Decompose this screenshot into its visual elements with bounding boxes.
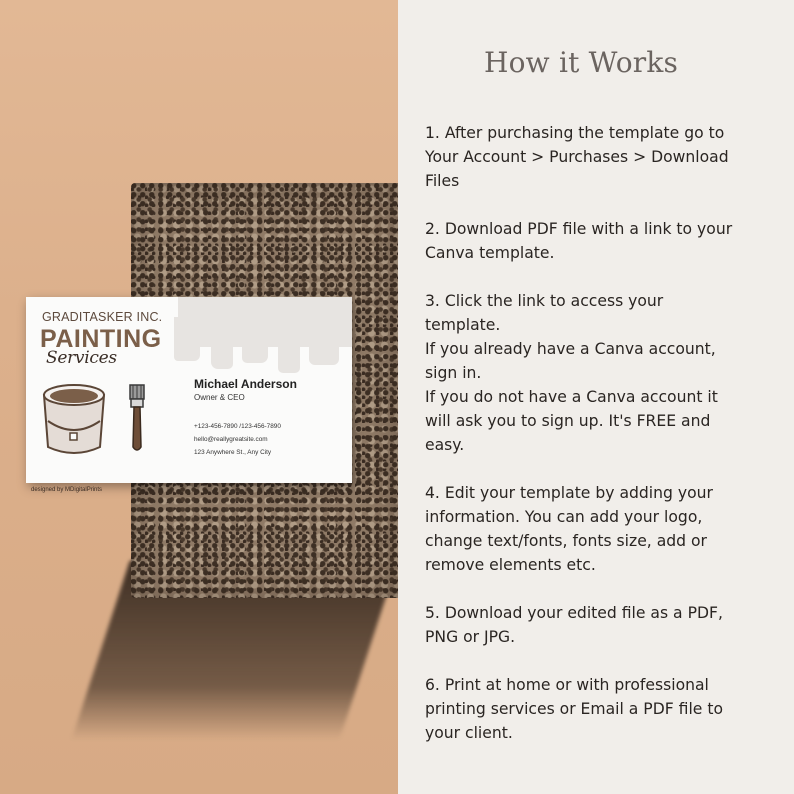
card-address: 123 Anywhere St., Any City	[194, 449, 272, 456]
paint-swatch	[278, 317, 300, 373]
paint-swatch	[309, 317, 339, 365]
paint-bucket-icon	[44, 385, 104, 453]
card-name: Michael Anderson	[194, 377, 297, 391]
card-email: hello@reallygreatsite.com	[194, 436, 268, 443]
step-1: 1. After purchasing the template go to Your Account > Purchases > Download Files	[425, 124, 729, 190]
card-brand-script: Services	[46, 348, 117, 368]
step-2: 2. Download PDF file with a link to your Canva template.	[425, 220, 733, 262]
instructions-panel	[398, 0, 794, 794]
step-6: 6. Print at home or with professional printing services or Email a PDF file to your client.	[425, 676, 723, 742]
paint-bucket-brush-icon	[40, 381, 160, 461]
paint-brush-icon	[130, 385, 144, 450]
paint-swatch	[174, 317, 200, 361]
paint-swatch	[242, 317, 268, 363]
paint-swatch	[211, 317, 233, 369]
card-company: GRADITASKER INC.	[42, 310, 163, 324]
card-brand: PAINTING	[40, 325, 162, 353]
panel-title: How it Works	[484, 46, 679, 79]
step-5: 5. Download your edited file as a PDF, PNG or JPG.	[425, 604, 723, 646]
business-card	[26, 297, 352, 483]
designer-credit: designed by MDigitalPrints	[31, 487, 103, 493]
step-3: 3. Click the link to access your template. If you already have a Canva account, sign in. If you do not have a Canva account it will ask you to sign up. It's FREE and easy.	[425, 292, 718, 454]
step-4: 4. Edit your template by adding your information. You can add your logo, change text/fonts, fonts size, add or remove elements etc.	[425, 484, 713, 574]
card-phone: +123-456-7890 /123-456-7890	[194, 423, 281, 430]
card-role: Owner & CEO	[194, 393, 245, 402]
steps-list	[425, 121, 785, 769]
